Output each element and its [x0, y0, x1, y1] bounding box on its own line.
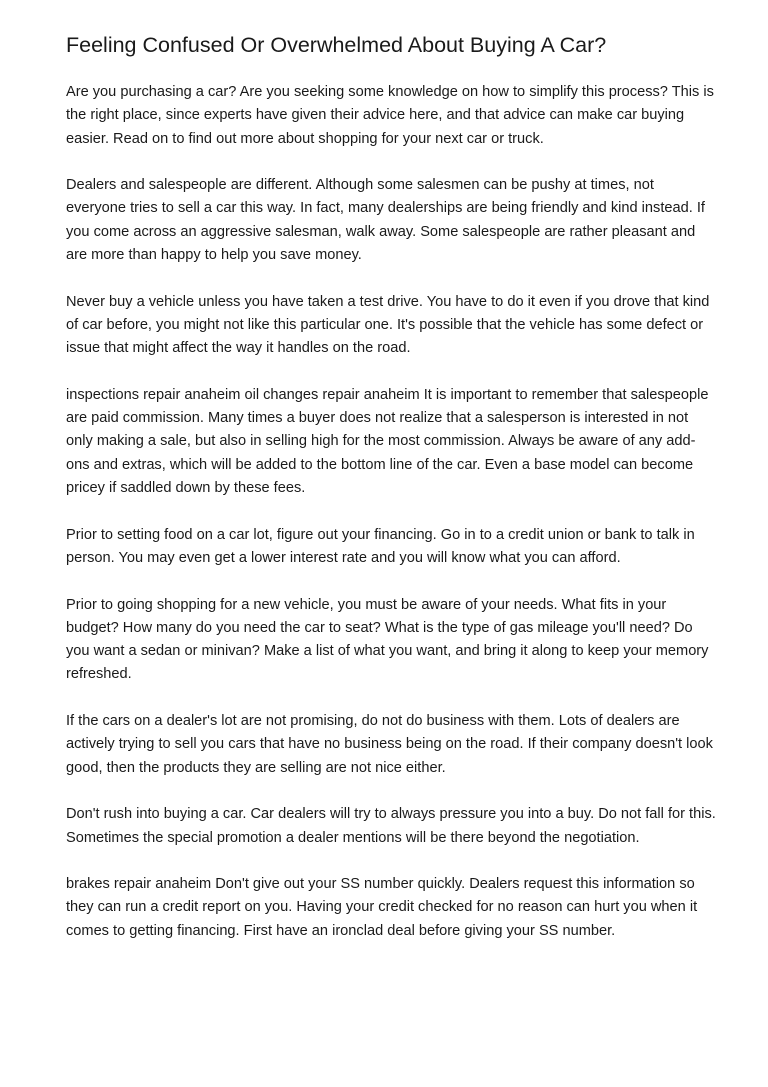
paragraph-financing: Prior to setting food on a car lot, figure out your financing. Go in to a credit union or bank to talk in person. You may even get a lower interest rate and you will know what you can afford.: [66, 526, 695, 566]
paragraph-ss-number: brakes repair anaheim Don't give out your SS number quickly. Dealers request this information so they can run a credit report on you. Having your credit checked for no reason can hurt you when it comes to getting financing. First have an ironclad deal before giving your SS number.: [66, 876, 698, 939]
page-title: Feeling Confused Or Overwhelmed About Buying A Car?: [66, 33, 607, 57]
paragraph-test-drive: Never buy a vehicle unless you have taken a test drive. You have to do it even if you drove that kind of car before, you might not like this particular one. It's possible that the vehicle has some defect or issue that might affect the way it handles on the road.: [66, 293, 710, 357]
paragraph-dont-rush: Don't rush into buying a car. Car dealers will try to always pressure you into a buy. Do not fall for this. Sometimes the special promotion a dealer mentions will be there beyond the negotiation.: [66, 806, 716, 846]
paragraph-dealer-lot: If the cars on a dealer's lot are not promising, do not do business with them. Lots of dealers are actively trying to sell you cars that have no business being on the road. If their company doesn't look good, then the products they are selling are not nice either.: [66, 713, 713, 776]
paragraph-commission: inspections repair anaheim oil changes repair anaheim It is important to remember that salespeople are paid commission. Many times a buyer does not realize that a salesperson is interested in not only making a sale, but also in selling high for the most commission. Always be aware of any add-ons and extras, which will be added to the bottom line of the car. Even a base model can become pricey if saddled down by these fees.: [66, 386, 709, 497]
paragraph-dealers: Dealers and salespeople are different. Although some salesmen can be pushy at times, not everyone tries to sell a car this way. In fact, many dealerships are being friendly and kind instead. If you come across an aggressive salesman, walk away. Some salespeople are rather pleasant and are more than happy to help you save money.: [66, 177, 705, 264]
paragraph-intro: Are you purchasing a car? Are you seeking some knowledge on how to simplify this process? This is the right place, since experts have given their advice here, and that advice can make car buying easier. Read on to find out more about shopping for your next car or truck.: [66, 84, 714, 147]
document-page: [66, 30, 716, 966]
paragraph-needs: Prior to going shopping for a new vehicle, you must be aware of your needs. What fits in your budget? How many do you need the car to seat? What is the type of gas mileage you'll need? Do you want a sedan or minivan? Make a list of what you want, and bring it along to keep your memory refreshed.: [66, 596, 709, 683]
